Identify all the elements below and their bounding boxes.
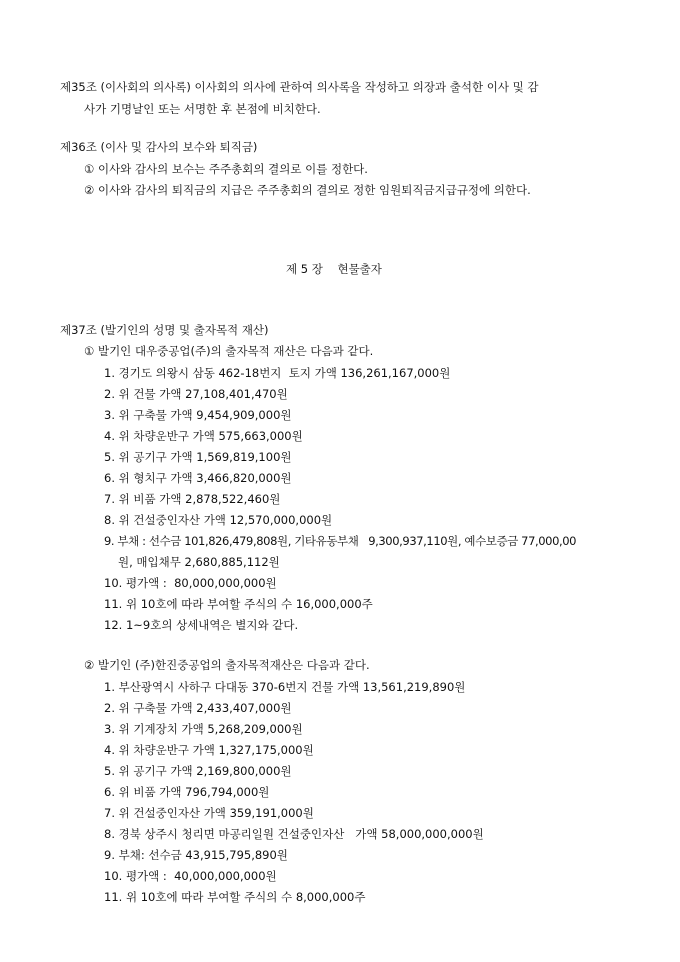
list-item: 11. 위 10호에 따라 부여할 주식의 수 8,000,000주 [104,890,366,904]
list-item: 2. 위 건물 가액 27,108,401,470원 [104,387,288,401]
list-item: 10. 평가액 : 40,000,000,000원 [104,869,277,883]
list-item: 5. 위 공기구 가액 1,569,819,100원 [104,450,292,464]
list-item: 4. 위 차량운반구 가액 1,327,175,000원 [104,743,314,757]
list-item: 10. 평가액 : 80,000,000,000원 [104,576,277,590]
list-item-continuation: 원, 매입채무 2,680,885,112원 [118,555,280,569]
list-item: 12. 1~9호의 상세내역은 별지와 같다. [104,618,299,632]
list-item: 9. 부채: 선수금 43,915,795,890원 [104,848,288,862]
article37-p1-heading: ① 발기인 대우중공업(주)의 출자목적 재산은 다음과 같다. [84,344,374,358]
list-item: 8. 경북 상주시 청리면 마공리일원 건설중인자산 가액 58,000,000,000원 [104,827,484,841]
list-item: 6. 위 비품 가액 796,794,000원 [104,785,270,799]
article35-line2: 사가 기명날인 또는 서명한 후 본점에 비치한다. [84,102,321,116]
list-item: 7. 위 건설중인자산 가액 359,191,000원 [104,806,314,820]
list-item: 2. 위 구축물 가액 2,433,407,000원 [104,701,292,715]
list-item: 3. 위 기계장치 가액 5,268,209,000원 [104,722,303,736]
list-item: 5. 위 공기구 가액 2,169,800,000원 [104,764,292,778]
list-item: 9. 부채 : 선수금 101,826,479,808원, 기타유동부채 9,300,937,110원, 예수보증금 77,000,00 [104,534,577,548]
list-item: 1. 경기도 의왕시 삼동 462-18번지 토지 가액 136,261,167,000원 [104,366,451,380]
list-item: 1. 부산광역시 사하구 다대동 370-6번지 건물 가액 13,561,219,890원 [104,680,466,694]
list-item: 7. 위 비품 가액 2,878,522,460원 [104,492,281,506]
article35-line1: 제35조 (이사회의 의사록) 이사회의 의사에 관하여 의사록을 작성하고 의장과 출석한 이사 및 감 [60,80,539,94]
chapter5-title: 제 5 장 현물출자 [286,262,382,276]
article36-item: ② 이사와 감사의 퇴직금의 지급은 주주총회의 결의로 정한 임원퇴직금지급규정에 의한다. [84,183,531,197]
list-item: 3. 위 구축물 가액 9,454,909,000원 [104,408,292,422]
article36-item: ① 이사와 감사의 보수는 주주총회의 결의로 이를 정한다. [84,162,368,176]
article37-title: 제37조 (발기인의 성명 및 출자목적 재산) [60,323,269,337]
list-item: 11. 위 10호에 따라 부여할 주식의 수 16,000,000주 [104,597,373,611]
article36-title: 제36조 (이사 및 감사의 보수와 퇴직금) [60,140,258,154]
list-item: 8. 위 건설중인자산 가액 12,570,000,000원 [104,513,333,527]
list-item: 6. 위 형치구 가액 3,466,820,000원 [104,471,292,485]
article37-p2-heading: ② 발기인 (주)한진중공업의 출자목적재산은 다음과 같다. [84,658,370,672]
list-item: 4. 위 차량운반구 가액 575,663,000원 [104,429,303,443]
